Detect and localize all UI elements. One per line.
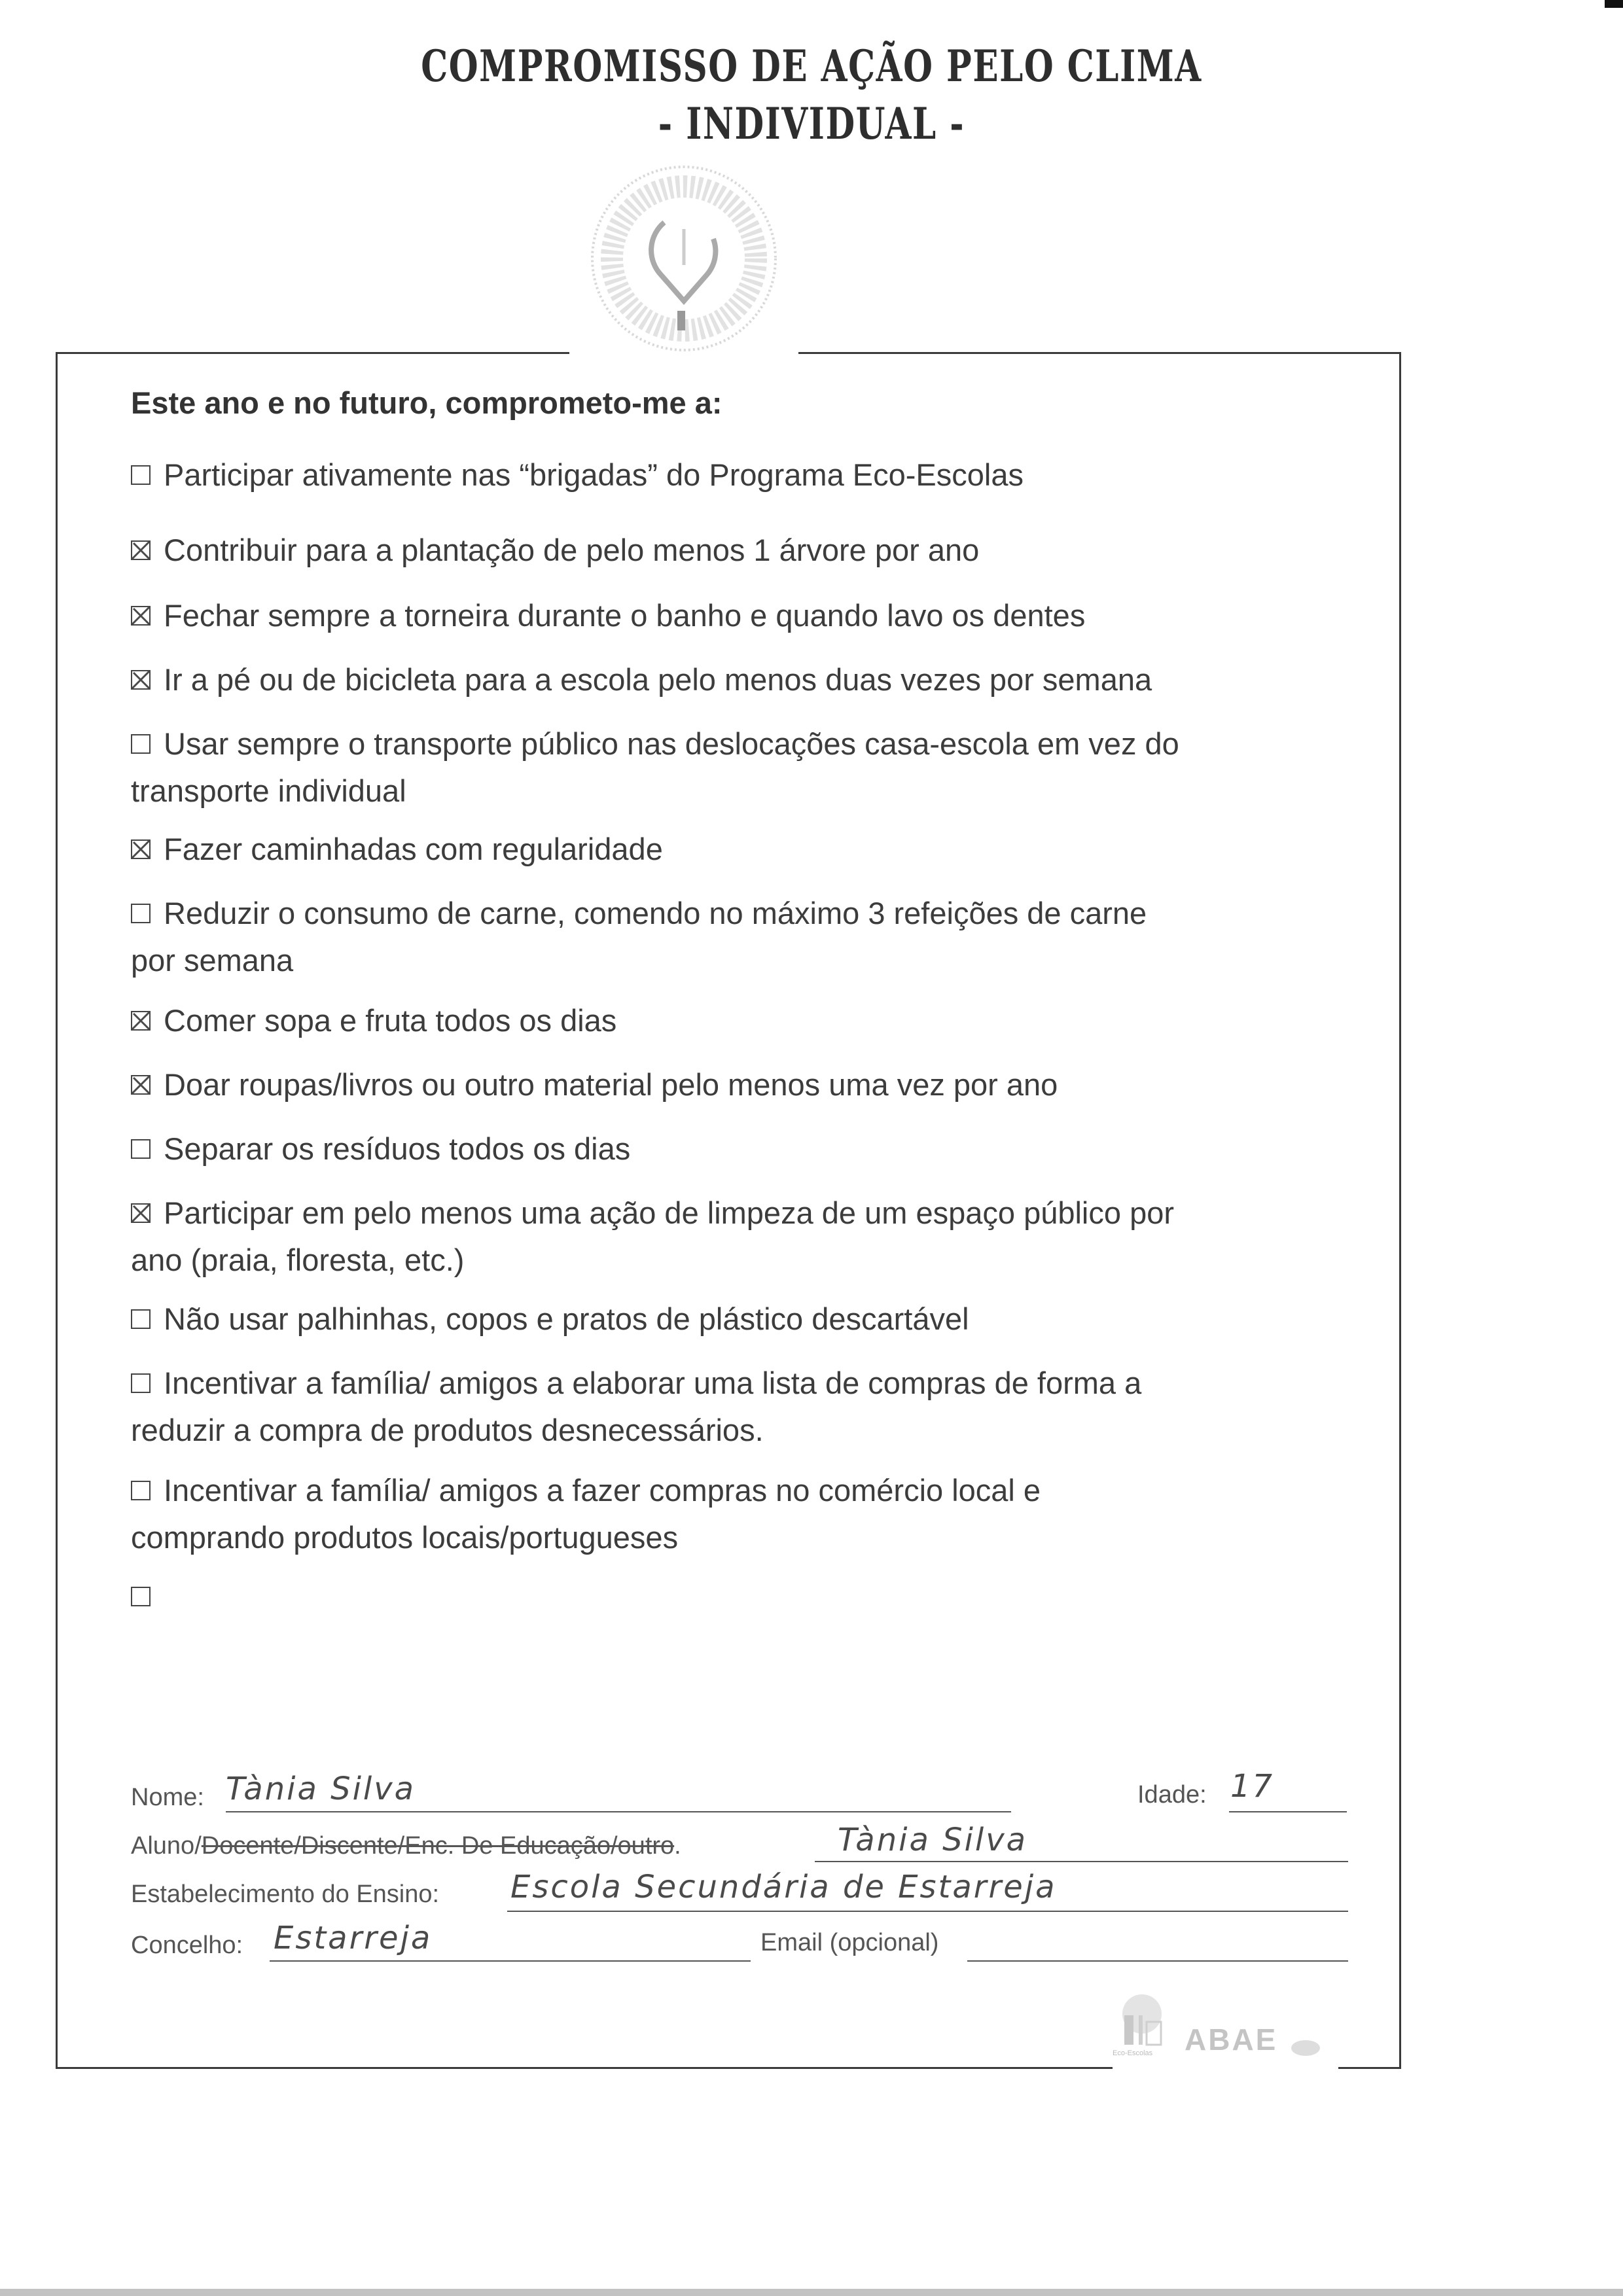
frame-right xyxy=(1399,352,1401,2069)
commitment-item xyxy=(131,1125,1374,1173)
commitment-label: Doar roupas/livros ou outro material pelo menos uma vez por ano xyxy=(164,1067,1058,1102)
commitment-label: Fechar sempre a torneira durante o banho e quando lavo os dentes xyxy=(164,598,1086,633)
handwritten-check-icon xyxy=(130,669,152,691)
role-label-struck: Docente/Discente/Enc. De Educação/outro xyxy=(201,1832,675,1860)
commitment-label-continued: comprando produtos locais/portugueses xyxy=(131,1520,679,1555)
commitment-label-continued: por semana xyxy=(131,943,294,978)
nome-underline xyxy=(226,1811,1011,1812)
commitment-item xyxy=(131,890,1374,984)
commitment-item xyxy=(131,1467,1374,1561)
idade-label: Idade: xyxy=(1137,1781,1207,1809)
commitment-item xyxy=(131,592,1374,639)
handwritten-check-icon xyxy=(130,605,152,627)
commitment-item xyxy=(131,656,1374,703)
commitment-item xyxy=(131,1360,1374,1454)
commitment-label: Reduzir o consumo de carne, comendo no máximo 3 refeições de carne xyxy=(164,896,1147,930)
commitment-label: Fazer caminhadas com regularidade xyxy=(164,832,663,866)
commitments-heading: Este ano e no futuro, comprometo-me a: xyxy=(131,385,722,420)
abae-globe-icon xyxy=(1289,2035,1322,2061)
commitment-label-continued: ano (praia, floresta, etc.) xyxy=(131,1243,465,1277)
role-label-end: . xyxy=(674,1832,681,1860)
checkbox-unchecked[interactable] xyxy=(131,465,151,485)
eco-schools-seal-icon xyxy=(573,160,795,357)
commitment-label: Incentivar a família/ amigos a fazer compras no comércio local e xyxy=(164,1473,1041,1508)
commitment-item xyxy=(131,1190,1374,1284)
concelho-field[interactable]: Estarreja xyxy=(274,1920,433,1956)
commitment-label: Incentivar a família/ amigos a elaborar uma lista de compras de forma a xyxy=(164,1366,1142,1400)
commitment-label: Não usar palhinhas, copos e pratos de plástico descartável xyxy=(164,1301,969,1336)
commitment-label: Usar sempre o transporte público nas deslocações casa-escola em vez do xyxy=(164,726,1179,761)
role-label xyxy=(131,1832,681,1860)
commitment-item xyxy=(131,826,1374,873)
checkbox-unchecked[interactable] xyxy=(131,734,151,754)
commitment-item xyxy=(131,1296,1374,1343)
concelho-label: Concelho: xyxy=(131,1932,243,1959)
checkbox-unchecked[interactable] xyxy=(131,904,151,923)
frame-top-right xyxy=(798,352,1401,354)
document-title: COMPROMISSO DE AÇÃO PELO CLIMA xyxy=(421,41,1202,92)
checkbox-unchecked[interactable] xyxy=(131,1309,151,1329)
commitment-label: Participar ativamente nas “brigadas” do Programa Eco-Escolas xyxy=(164,457,1024,492)
commitment-label-continued: transporte individual xyxy=(131,773,406,808)
checkbox-unchecked[interactable] xyxy=(131,1373,151,1393)
commitment-item xyxy=(131,527,1374,574)
idade-underline xyxy=(1229,1811,1347,1812)
commitment-label: Participar em pelo menos uma ação de limpeza de um espaço público por xyxy=(164,1195,1175,1230)
commitment-label: Ir a pé ou de bicicleta para a escola pelo menos duas vezes por semana xyxy=(164,662,1152,697)
commitment-item xyxy=(131,451,1374,499)
handwritten-check-icon xyxy=(130,1010,152,1032)
frame-bottom-right xyxy=(1338,2067,1401,2069)
checkbox-checked[interactable] xyxy=(131,670,151,690)
document-subtitle: - INDIVIDUAL - xyxy=(658,98,965,149)
checkbox-checked[interactable] xyxy=(131,606,151,626)
role-underline xyxy=(815,1861,1348,1862)
email-label: Email (opcional) xyxy=(760,1929,939,1956)
checkbox-checked[interactable] xyxy=(131,1203,151,1223)
handwritten-check-icon xyxy=(130,838,152,860)
abae-logo-text: ABAE xyxy=(1185,2022,1278,2057)
idade-field[interactable]: 17 xyxy=(1230,1768,1275,1805)
commitment-label: Comer sopa e fruta todos os dias xyxy=(164,1003,617,1038)
estabelecimento-underline xyxy=(507,1911,1348,1912)
checkbox-checked[interactable] xyxy=(131,1075,151,1095)
checkbox-unchecked[interactable] xyxy=(131,1139,151,1159)
commitment-label-continued: reduzir a compra de produtos desnecessários. xyxy=(131,1413,764,1447)
scan-corner-mark xyxy=(1605,0,1623,8)
abae-logo xyxy=(1113,1989,1335,2068)
commitment-item xyxy=(131,1061,1374,1108)
checkbox-checked[interactable] xyxy=(131,540,151,560)
estabelecimento-label: Estabelecimento do Ensino: xyxy=(131,1881,440,1908)
nome-field[interactable]: Tània Silva xyxy=(226,1771,416,1807)
commitment-item xyxy=(131,1573,1374,1620)
commitment-label: Separar os resíduos todos os dias xyxy=(164,1131,631,1166)
frame-bottom-left xyxy=(56,2067,1113,2069)
frame-top-left xyxy=(56,352,569,354)
commitment-label: Contribuir para a plantação de pelo menos 1 árvore por ano xyxy=(164,533,980,567)
checkbox-unchecked[interactable] xyxy=(131,1481,151,1500)
scan-bottom-edge xyxy=(0,2289,1623,2296)
handwritten-check-icon xyxy=(130,1074,152,1096)
abae-logo-subtext: Eco-Escolas xyxy=(1113,2049,1153,2057)
frame-left xyxy=(56,352,58,2069)
email-underline xyxy=(967,1960,1348,1962)
checkbox-checked[interactable] xyxy=(131,839,151,859)
checkbox-checked[interactable] xyxy=(131,1011,151,1031)
role-label-kept: Aluno/ xyxy=(131,1832,202,1860)
commitment-item xyxy=(131,720,1374,815)
commitment-item xyxy=(131,997,1374,1044)
estabelecimento-field[interactable]: Escola Secundária de Estarreja xyxy=(510,1869,1057,1905)
concelho-underline xyxy=(270,1960,751,1962)
handwritten-check-icon xyxy=(130,1202,152,1224)
checkbox-unchecked[interactable] xyxy=(131,1587,151,1606)
handwritten-check-icon xyxy=(130,539,152,561)
role-field[interactable]: Tània Silva xyxy=(838,1822,1028,1858)
nome-label: Nome: xyxy=(131,1784,204,1811)
